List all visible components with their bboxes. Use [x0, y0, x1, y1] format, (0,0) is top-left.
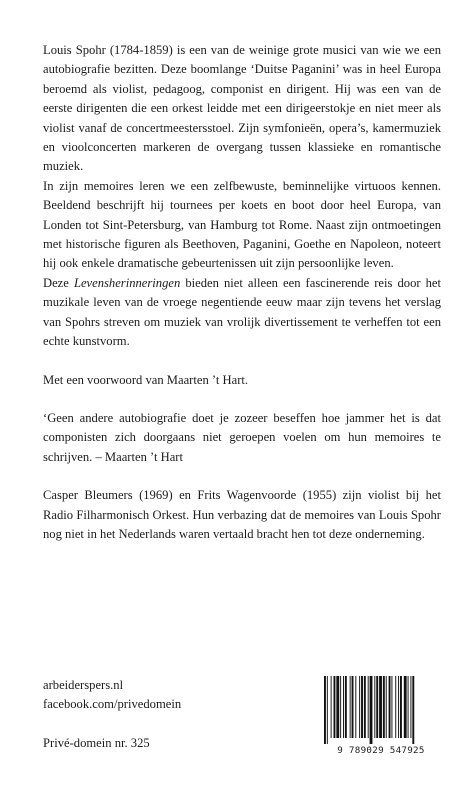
barcode-bar	[379, 676, 382, 738]
barcode-bar	[359, 676, 360, 738]
quote: ‘Geen andere autobiografie doet je zozeer beseffen hoe jammer het is dat componisten zich doorgaans niet geroepen voelen om hun memoires te schrijven. – Maarten ’t Hart	[43, 410, 441, 464]
barcode-bar	[340, 676, 341, 738]
description-paragraph-3	[43, 274, 441, 352]
barcode-bar	[391, 676, 392, 738]
blurb-text	[43, 41, 441, 544]
barcode-bar	[343, 676, 344, 738]
description-prefix: Deze	[43, 275, 74, 290]
barcode-bar	[408, 676, 409, 738]
translators-bio: Casper Bleumers (1969) en Frits Wagenvoorde (1955) zijn violist bij het Radio Filharmonisch Orkest. Hun verbazing dat de memoires van Louis Spohr nog niet in het Nederlands waren vertaald bracht hen tot deze onderneming.	[43, 488, 441, 541]
barcode-bar	[383, 676, 385, 738]
book-title: Levensherinneringen	[73, 275, 181, 290]
barcode-bar	[361, 676, 363, 738]
barcode-bar	[400, 676, 402, 738]
barcode-bar	[370, 676, 373, 744]
barcode-bar	[404, 676, 407, 738]
publisher-footer	[43, 676, 181, 753]
barcode-bar	[412, 676, 414, 744]
facebook-link[interactable]: facebook.com/privedomein	[43, 697, 182, 712]
description-paragraph-1: Louis Spohr (1784-1859) is een van de weinige grote musici van wie we een autobiografie bezitten. Deze boomlange ‘Duitse Paganini’ was in heel Europa beroemd als violist, pedagoog, componist en dirigent. Hij was een van de eerste dirigenten die een orkest leidde met een dirigeerstokje en niet meer als violist vanaf de concertmeestersstoel. Zijn symfonieën, opera’s, kamermuziek en vioolconcerten markeren de overgang tussen klassieke en romantische muziek.	[43, 43, 441, 174]
series-number: Privé-domein nr. 325	[43, 735, 150, 750]
website-link[interactable]: arbeiderspers.nl	[43, 678, 124, 692]
barcode-bar	[410, 676, 411, 738]
foreword-credit: Met een voorwoord van Maarten ’t Hart.	[43, 372, 249, 387]
barcode-bar	[331, 676, 332, 738]
barcode-bar	[395, 676, 396, 738]
barcode-bar	[345, 676, 347, 738]
barcode-bar	[324, 676, 326, 744]
barcode-bar	[398, 676, 399, 738]
barcode-bar	[336, 676, 339, 738]
barcode	[322, 676, 440, 748]
barcode-bar	[364, 676, 366, 738]
barcode-bar	[389, 676, 391, 738]
barcode-bar	[355, 676, 356, 738]
barcode-bar	[350, 676, 351, 738]
barcode-bar	[334, 676, 336, 738]
barcode-icon	[322, 676, 440, 744]
barcode-bar	[376, 676, 378, 738]
barcode-bar	[386, 676, 387, 738]
description-suffix: bieden niet alleen een fascinerende reis door het muzikale leven van de vroege negentiende eeuw maar zijn tevens het verslag van Spohrs streven om muziek van vrolijk divertissement te verheffen tot een echte kunstvorm.	[43, 275, 442, 349]
barcode-bar	[352, 676, 354, 738]
barcode-bar	[368, 676, 369, 738]
barcode-bar	[374, 676, 375, 738]
barcode-bar	[327, 676, 328, 744]
description-paragraph-2: In zijn memoires leren we een zelfbewuste, beminnelijke virtuoos kennen. Beeldend beschrijft hij tournees per koets en boot door heel Europa, van Londen tot Sint-Petersburg, van Hamburg tot Rome. Naast zijn ontmoetingen met historische figuren als Beethoven, Paganini, Goethe en Napoleon, noteert hij ook enkele dramatische gebeurtenissen uit zijn persoonlijke leven.	[43, 178, 441, 271]
isbn-number: 9 789029 547925	[337, 745, 425, 756]
